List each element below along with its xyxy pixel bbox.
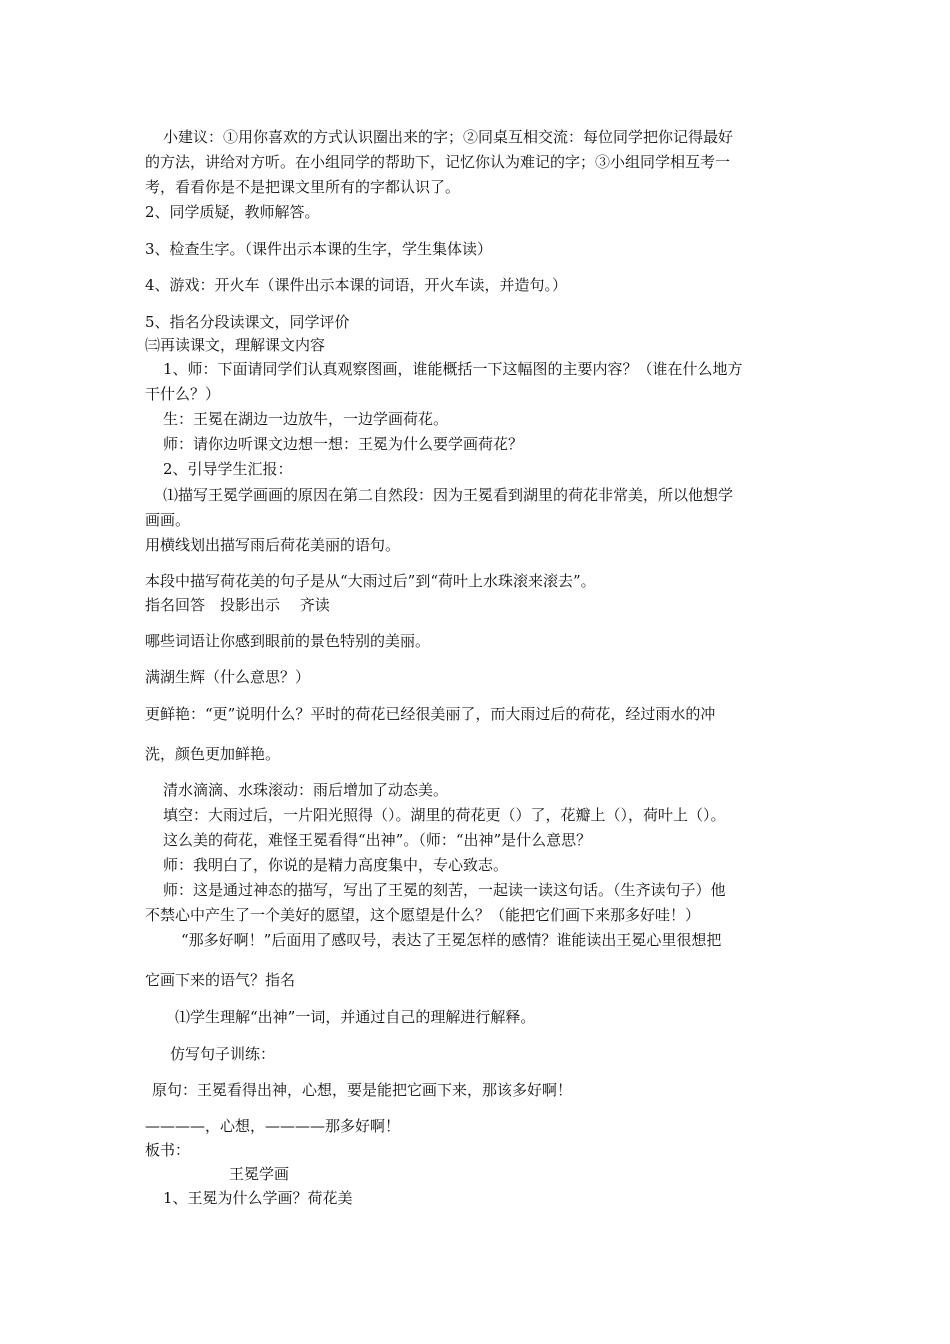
text-line-19: 哪些词语让你感到眼前的景色特别的美丽。 [145, 632, 431, 650]
text-line-28: 不禁心中产生了一个美好的愿望，这个愿望是什么？（能把它们画下来那多好哇！） [145, 906, 701, 924]
text-line-9: 1、师：下面请同学们认真观察图画，谁能概括一下这幅图的主要内容？（谁在什么地方 [163, 360, 743, 378]
text-line-25: 这么美的荷花，难怪王冕看得“出神”。（师：“出神”是什么意思？ [163, 831, 592, 849]
text-line-18: 指名回答 投影出示 齐读 [145, 596, 330, 614]
text-line-35: 板书： [145, 1141, 191, 1159]
text-line-22: 洗，颜色更加鲜艳。 [145, 745, 281, 763]
text-line-33: 原句：王冕看得出神，心想，要是能把它画下来，那该多好啊！ [152, 1081, 573, 1099]
text-line-11: 生：王冕在湖边一边放牛，一边学画荷花。 [163, 410, 449, 428]
section-heading: ㈢再读课文，理解课文内容 [145, 336, 326, 354]
text-line-32: 仿写句子训练： [170, 1045, 276, 1063]
text-line-17: 本段中描写荷花美的句子是从“大雨过后”到“荷叶上水珠滚来滚去”。 [145, 572, 596, 590]
text-line-29: “那多好啊！”后面用了感叹号，表达了王冕怎样的感情？谁能读出王冕心里很想把 [181, 931, 722, 949]
text-line-34: ————，心想，————那多好啊！ [145, 1117, 401, 1135]
text-line-13: 2、引导学生汇报： [163, 460, 293, 478]
board-title: 王冕学画 [229, 1165, 290, 1183]
text-line-24: 填空：大雨过后，一片阳光照得（）。湖里的荷花更（）了，花瓣上（），荷叶上（）。 [163, 806, 726, 824]
text-line-14: ⑴描写王冕学画画的原因在第二自然段：因为王冕看到湖里的荷花非常美，所以他想学 [163, 486, 734, 504]
text-line-1: 小建议：①用你喜欢的方式认识圈出来的字；②同桌互相交流：每位同学把你记得最好 [163, 128, 734, 146]
text-line-20: 满湖生辉（什么意思？） [145, 668, 311, 686]
text-line-6: 4、游戏：开火车（课件出示本课的词语，开火车读，并造句。） [145, 276, 568, 294]
text-line-10: 干什么？） [145, 385, 221, 403]
text-line-30: 它画下来的语气？指名 [145, 971, 296, 989]
text-line-7: 5、指名分段读课文，同学评价 [145, 313, 350, 331]
text-line-12: 师：请你边听课文边想一想：王冕为什么要学画荷花？ [163, 435, 524, 453]
text-line-23: 清水滴滴、水珠滚动：雨后增加了动态美。 [163, 781, 449, 799]
text-line-21: 更鲜艳：“更”说明什么？平时的荷花已经很美丽了，而大雨过后的荷花，经过雨水的冲 [145, 705, 716, 723]
text-line-37: 1、王冕为什么学画？荷花美 [163, 1189, 353, 1207]
text-line-2: 的方法，讲给对方听。在小组同学的帮助下，记忆你认为难记的字；③小组同学相互考一 [145, 153, 731, 171]
text-line-27: 师：这是通过神态的描写，写出了王冕的刻苦，一起读一读这句话。（生齐读句子）他 [163, 881, 726, 899]
text-line-16: 用横线划出描写雨后荷花美丽的语句。 [145, 536, 401, 554]
text-line-31: ⑴学生理解“出神”一词，并通过自己的理解进行解释。 [175, 1008, 536, 1026]
text-line-3: 考，看看你是不是把课文里所有的字都认识了。 [145, 178, 461, 196]
text-line-15: 画画。 [145, 511, 191, 529]
text-line-5: 3、检查生字。（课件出示本课的生字，学生集体读） [145, 240, 493, 258]
text-line-26: 师：我明白了，你说的是精力高度集中，专心致志。 [163, 856, 509, 874]
text-line-4: 2、同学质疑，教师解答。 [145, 203, 320, 221]
